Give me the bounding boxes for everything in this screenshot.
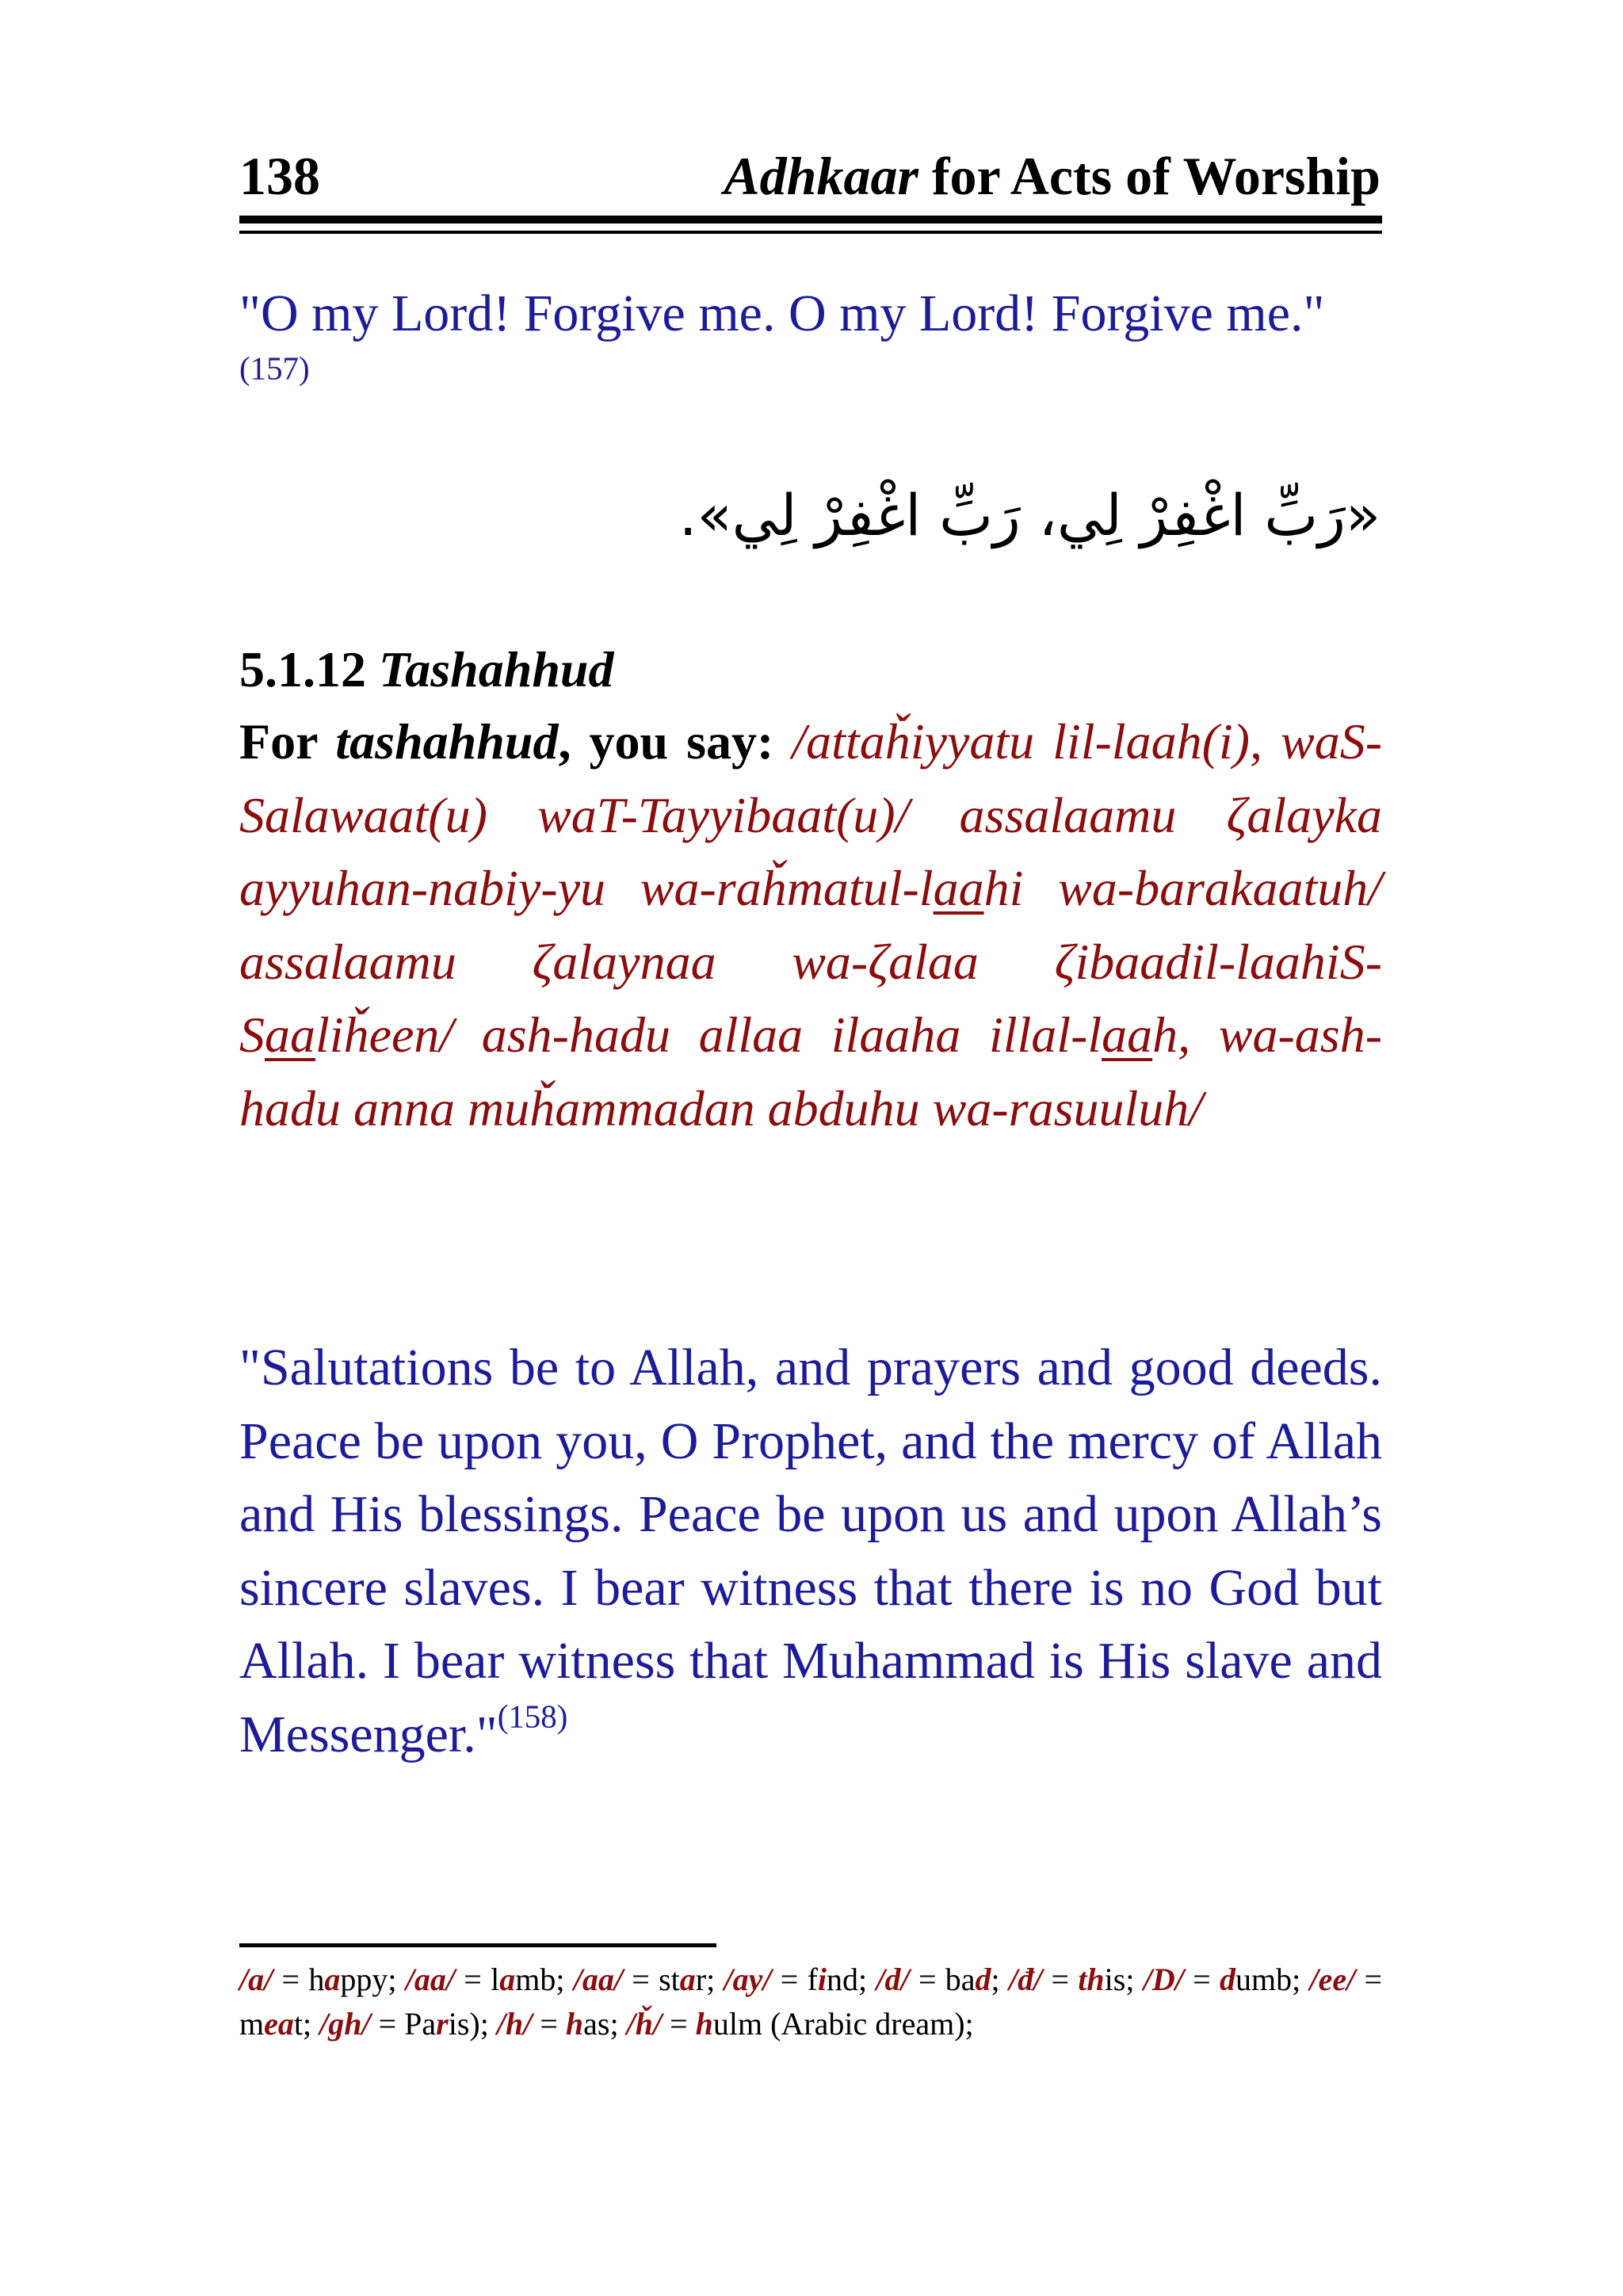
footnote-example-highlight: a bbox=[679, 1962, 696, 1997]
footnote-example-post: ; bbox=[991, 1962, 1000, 1997]
footnote-item: /ay/ = find; bbox=[724, 1962, 868, 1997]
footnote-example-highlight: a bbox=[499, 1962, 516, 1997]
footnote-example-post: r; bbox=[695, 1962, 716, 1997]
footnote-example-post: is); bbox=[448, 2006, 489, 2042]
meaning-text: "Salutations be to Allah, and prayers and good deeds. Peace be upon you, O Prophet, and the mercy of Allah and His blessings. Peace be upon us and upon Allah’s sincere slaves. I bear witness that there is no God but Allah. I bear witness that Muhammad is His slave and Messenger." bbox=[239, 1339, 1382, 1763]
translit-part-1: /attaȟiyyatu lil-laah(i), waS-Salawaat(u) waT-Tayyibaat(u)/ assalaamu ζalayka ayyuhan-nabiy-yu wa-raȟmatul-l bbox=[239, 713, 1383, 916]
translit-part-3: liȟeen/ ash-hadu allaa ilaaha illal-l bbox=[315, 1007, 1102, 1063]
footnote-item: /ee/ = meat; bbox=[239, 1962, 1383, 2042]
footnote-example-pre: ba bbox=[945, 1962, 976, 1997]
footnote-item: /h/ = has; bbox=[496, 2006, 619, 2042]
transliteration bbox=[239, 713, 1382, 1137]
footnote-item: /đ/ = this; bbox=[1008, 1962, 1135, 1997]
footnote-example-highlight: a bbox=[324, 1962, 341, 1997]
footnote-item: /ȟ/ = hulm (Arabic dream); bbox=[626, 2006, 974, 2042]
lead-term: tashahhud bbox=[335, 713, 559, 770]
page-number: 138 bbox=[239, 146, 320, 206]
translit-part-4: h, wa-ash-hadu anna muȟammadan abduhu wa-rasuuluh/ bbox=[239, 1007, 1383, 1137]
running-header bbox=[239, 143, 1381, 209]
running-title-rest: for Acts of Worship bbox=[918, 146, 1381, 206]
footnote-ref-157: (157) bbox=[239, 350, 310, 387]
footnote-key: /ee/ bbox=[1309, 1962, 1356, 1997]
footnote-example-post: nd; bbox=[827, 1962, 868, 1997]
footnote-example-highlight: r bbox=[436, 2006, 449, 2042]
footnote-example-post: is; bbox=[1104, 1962, 1135, 1997]
footnote-example-highlight: th bbox=[1078, 1962, 1105, 1997]
prayer-text: "O my Lord! Forgive me. O my Lord! Forgive me." bbox=[239, 285, 1325, 342]
section-heading bbox=[239, 634, 1382, 705]
footnote-key: /aa/ bbox=[573, 1962, 623, 1997]
footnote-example-highlight: i bbox=[817, 1962, 827, 1997]
pronunciation-footnote bbox=[239, 1958, 1382, 2046]
footnote-item: /gh/ = Paris); bbox=[319, 2006, 489, 2042]
footnote-key: /ȟ/ bbox=[626, 2006, 663, 2042]
footnote-example-pre: st bbox=[659, 1962, 680, 1997]
footnote-example-pre: m bbox=[239, 2006, 265, 2042]
tashahhud-translation bbox=[239, 1331, 1382, 1771]
running-title bbox=[724, 143, 1381, 209]
tashahhud-paragraph bbox=[239, 705, 1382, 1145]
footnote-example-highlight: h bbox=[565, 2006, 584, 2042]
lead-pre: For bbox=[239, 713, 336, 770]
footnote-item: /D/ = dumb; bbox=[1143, 1962, 1301, 1997]
footnote-item: /aa/ = lamb; bbox=[405, 1962, 565, 1997]
tashahhud-lead bbox=[239, 713, 792, 770]
footnote-key: /aa/ bbox=[405, 1962, 455, 1997]
footnote-example-post: ppy; bbox=[340, 1962, 397, 1997]
lead-post: , you say: bbox=[558, 713, 792, 770]
footnote-rule bbox=[239, 1943, 716, 1947]
footnote-example-post: ulm (Arabic dream); bbox=[712, 2006, 974, 2042]
running-title-italic: Adhkaar bbox=[724, 146, 918, 206]
translit-underline-3: aa bbox=[1102, 1007, 1153, 1063]
footnote-example-pre: h bbox=[308, 1962, 325, 1997]
footnote-item: /d/ = bad; bbox=[876, 1962, 1000, 1997]
footnote-example-post: t; bbox=[293, 2006, 312, 2042]
footnote-example-post: mb; bbox=[515, 1962, 565, 1997]
footnote-key: /a/ bbox=[239, 1962, 273, 1997]
footnote-example-post: as; bbox=[583, 2006, 619, 2042]
footnote-key: /d/ bbox=[876, 1962, 910, 1997]
arabic-supplication: «رَبِّ اغْفِرْ لِي، رَبِّ اغْفِرْ لِي». bbox=[678, 482, 1381, 548]
footnote-example-highlight: d bbox=[975, 1962, 991, 1997]
section-title: Tashahhud bbox=[379, 641, 614, 697]
footnote-example-highlight: h bbox=[695, 2006, 713, 2042]
footnote-example-pre: Pa bbox=[404, 2006, 437, 2042]
prayer-translation bbox=[239, 277, 1382, 423]
header-rule-thick bbox=[239, 216, 1382, 223]
section-number: 5.1.12 bbox=[239, 641, 366, 697]
footnote-key: /h/ bbox=[496, 2006, 533, 2042]
translit-underline-1: aa bbox=[933, 860, 984, 916]
footnote-ref-158: (158) bbox=[497, 1698, 568, 1734]
footnote-example-pre: l bbox=[491, 1962, 500, 1997]
footnote-key: /đ/ bbox=[1008, 1962, 1043, 1997]
header-rule-thin bbox=[239, 231, 1382, 234]
footnote-example-highlight: d bbox=[1219, 1962, 1235, 1997]
footnote-example-post: umb; bbox=[1235, 1962, 1301, 1997]
footnote-key: /ay/ bbox=[724, 1962, 772, 1997]
footnote-example-highlight: ea bbox=[264, 2006, 294, 2042]
translit-part-2: hi wa-barakaatuh/ assalaamu ζalaynaa wa-ζalaa ζibaadil-laahiS-S bbox=[239, 860, 1382, 1063]
footnote-item: /aa/ = star; bbox=[573, 1962, 716, 1997]
footnote-key: /D/ bbox=[1143, 1962, 1184, 1997]
footnote-key: /gh/ bbox=[319, 2006, 371, 2042]
footnote-item: /a/ = happy; bbox=[239, 1962, 397, 1997]
translit-underline-2: aa bbox=[265, 1007, 315, 1063]
footnote-example-pre: f bbox=[807, 1962, 818, 1997]
